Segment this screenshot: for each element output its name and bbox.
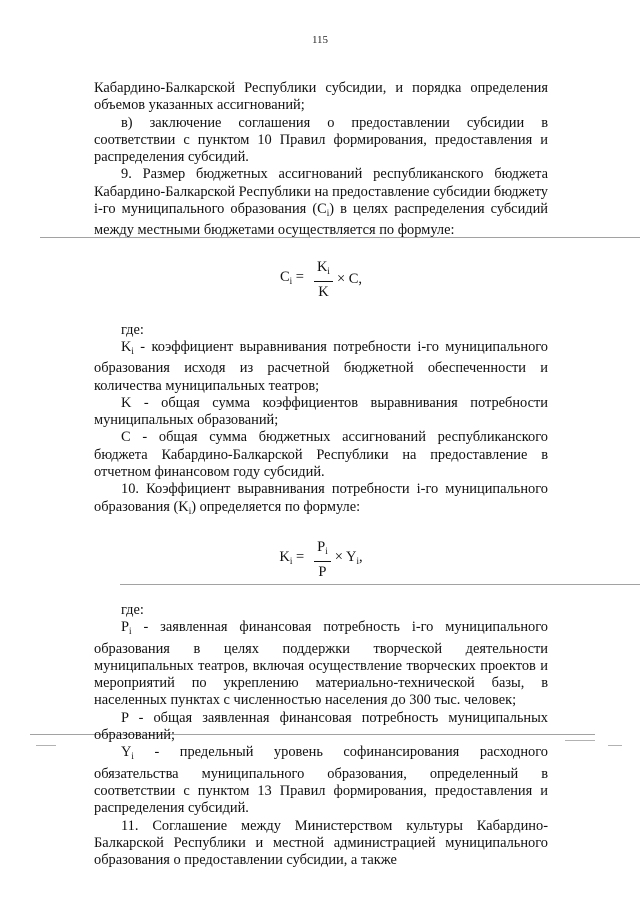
document-body xyxy=(94,80,548,869)
definition-k: K - общая сумма коэффициентов выравнивания потребности муниципальных образований; xyxy=(94,394,548,429)
scan-dash-3 xyxy=(608,745,622,746)
scan-dash-2 xyxy=(565,740,595,741)
where-label-1: где: xyxy=(121,321,144,338)
fraction: $\frac{K_i}{K}$ xyxy=(314,259,333,300)
definition-p: P - общая заявленная финансовая потребность муниципальных образований; xyxy=(94,709,548,744)
paragraph-continuation: Кабардино-Балкарской Республики субсидии, и порядка определения объемов указанных ассигнований; xyxy=(94,80,548,114)
formula-ci: $C_i$ = $\frac{K_i}{K}$ × C, xyxy=(279,259,363,301)
paragraph-11: 11. Соглашение между Министерством культуры Кабардино-Балкарской Республики и местной администрацией муниципального образования о предоставлении субсидии, а также xyxy=(94,817,548,869)
definition-pi: $P_i$ - заявленная финансовая потребность i-го муниципального образования в целях поддержки творческой деятельности муниципальных театров, включая осуществление творческих проектов и мероприятий по укреплению материально-технической базы, в населенных пунктах с численностью населения до 300 тыс. человек; xyxy=(94,619,548,709)
fraction: $\frac{P_i}{P}$ xyxy=(314,539,331,580)
where-label-2: где: xyxy=(121,601,144,618)
scan-dash-1 xyxy=(36,745,56,746)
definition-ki: $K_i$ - коэффициент выравнивания потребности i-го муниципального образования исходя из расчетной бюджетной обеспеченности и количества муниципальных театров; xyxy=(94,338,548,394)
paragraph-9: 9. Размер бюджетных ассигнований республиканского бюджета Кабардино-Балкарской Республики на предоставление субсидии бюджету i-го муниципального образования $(C_i)$ в целях распределения субсидий между местными бюджетами осуществляется по формуле: xyxy=(94,166,548,239)
definition-c: C - общая сумма бюджетных ассигнований республиканского бюджета Кабардино-Балкарской Республики на предоставление в отчетном финансовом году субсидий. xyxy=(94,429,548,481)
paragraph-10: 10. Коэффициент выравнивания потребности i-го муниципального образования $(K_i)$ определяется по формуле: xyxy=(94,481,548,516)
paragraph-v: в) заключение соглашения о предоставлении субсидии в соответствии с пунктом 10 Правил формирования, предоставления и распределения субсидий. xyxy=(94,114,548,166)
page-number: 115 xyxy=(311,34,329,46)
formula-ki: $K_i$ = $\frac{P_i}{P}$ × $Y_i$, xyxy=(279,539,363,581)
definition-yi: $Y_i$ - предельный уровень софинансирования расходного обязательства муниципального образования, определенный в соответствии с пунктом 13 Правил формирования, предоставления и распределения субсидий. xyxy=(94,744,548,817)
